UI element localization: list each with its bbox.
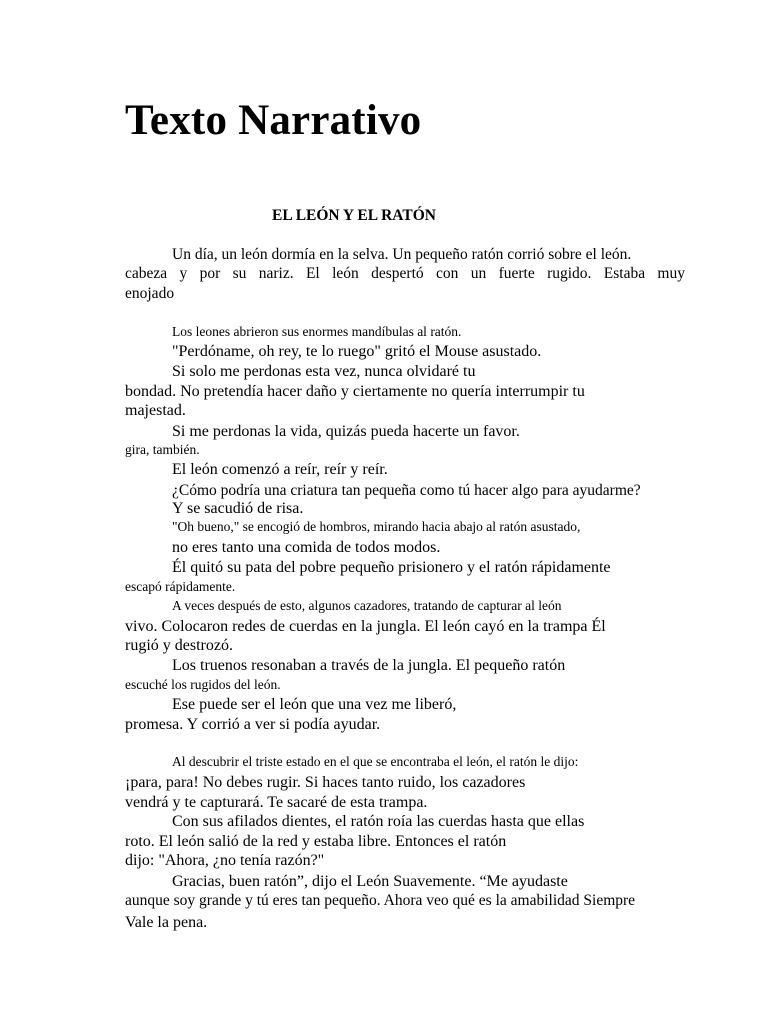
story-line: Vale la pena. <box>125 914 208 931</box>
story-title: EL LEÓN Y EL RATÓN <box>272 207 436 224</box>
story-line: cabeza y por su nariz. El león despertó con un fuerte rugido. Estaba muy <box>125 265 685 282</box>
story-line: rugió y destrozó. <box>125 637 233 654</box>
story-line: aunque soy grande y tú eres tan pequeño. Ahora veo qué es la amabilidad Siempre <box>125 892 636 909</box>
story-line: Los truenos resonaban a través de la jungla. El pequeño ratón <box>172 657 566 674</box>
story-line: "Perdóname, oh rey, te lo ruego" gritó el Mouse asustado. <box>172 343 542 360</box>
story-line: El león comenzó a reír, reír y reír. <box>172 461 388 478</box>
story-line: promesa. Y corrió a ver si podía ayudar. <box>125 716 381 733</box>
story-line: ¡para, para! No debes rugir. Si haces tanto ruido, los cazadores <box>125 774 526 791</box>
story-line: "Oh bueno," se encogió de hombros, mirando hacia abajo al ratón asustado, <box>172 519 581 534</box>
story-line: Un día, un león dormía en la selva. Un pequeño ratón corrió sobre el león. <box>172 246 632 263</box>
story-line: roto. El león salió de la red y estaba libre. Entonces el ratón <box>125 833 507 850</box>
story-line: Al descubrir el triste estado en el que se encontraba el león, el ratón le dijo: <box>172 754 579 769</box>
story-line: escapó rápidamente. <box>125 579 236 594</box>
story-line: dijo: "Ahora, ¿no tenía razón?" <box>125 852 325 869</box>
story-line: majestad. <box>125 402 186 419</box>
story-line: no eres tanto una comida de todos modos. <box>172 539 441 556</box>
page-title: Texto Narrativo <box>125 97 422 144</box>
story-line: Y se sacudió de risa. <box>172 500 304 517</box>
story-line: Los leones abrieron sus enormes mandíbulas al ratón. <box>172 324 462 339</box>
story-line: escuché los rugidos del león. <box>125 677 281 692</box>
story-line: enojado <box>125 285 175 302</box>
story-line: Gracias, buen ratón”, dijo el León Suavemente. “Me ayudaste <box>172 873 568 890</box>
story-line: vendrá y te capturará. Te sacaré de esta trampa. <box>125 794 428 811</box>
story-line: bondad. No pretendía hacer daño y ciertamente no quería interrumpir tu <box>125 383 585 400</box>
story-line: Si me perdonas la vida, quizás pueda hacerte un favor. <box>172 423 520 440</box>
story-line: vivo. Colocaron redes de cuerdas en la jungla. El león cayó en la trampa Él <box>125 618 606 635</box>
story-line: gira, también. <box>125 442 200 457</box>
story-line: ¿Cómo podría una criatura tan pequeña como tú hacer algo para ayudarme? <box>172 482 641 499</box>
story-line: Con sus afilados dientes, el ratón roía las cuerdas hasta que ellas <box>172 813 585 830</box>
story-line: Él quitó su pata del pobre pequeño prisionero y el ratón rápidamente <box>172 559 611 576</box>
story-line: A veces después de esto, algunos cazadores, tratando de capturar al león <box>172 598 562 613</box>
story-line: Ese puede ser el león que una vez me liberó, <box>172 696 457 713</box>
story-line: Si solo me perdonas esta vez, nunca olvidaré tu <box>172 363 476 380</box>
